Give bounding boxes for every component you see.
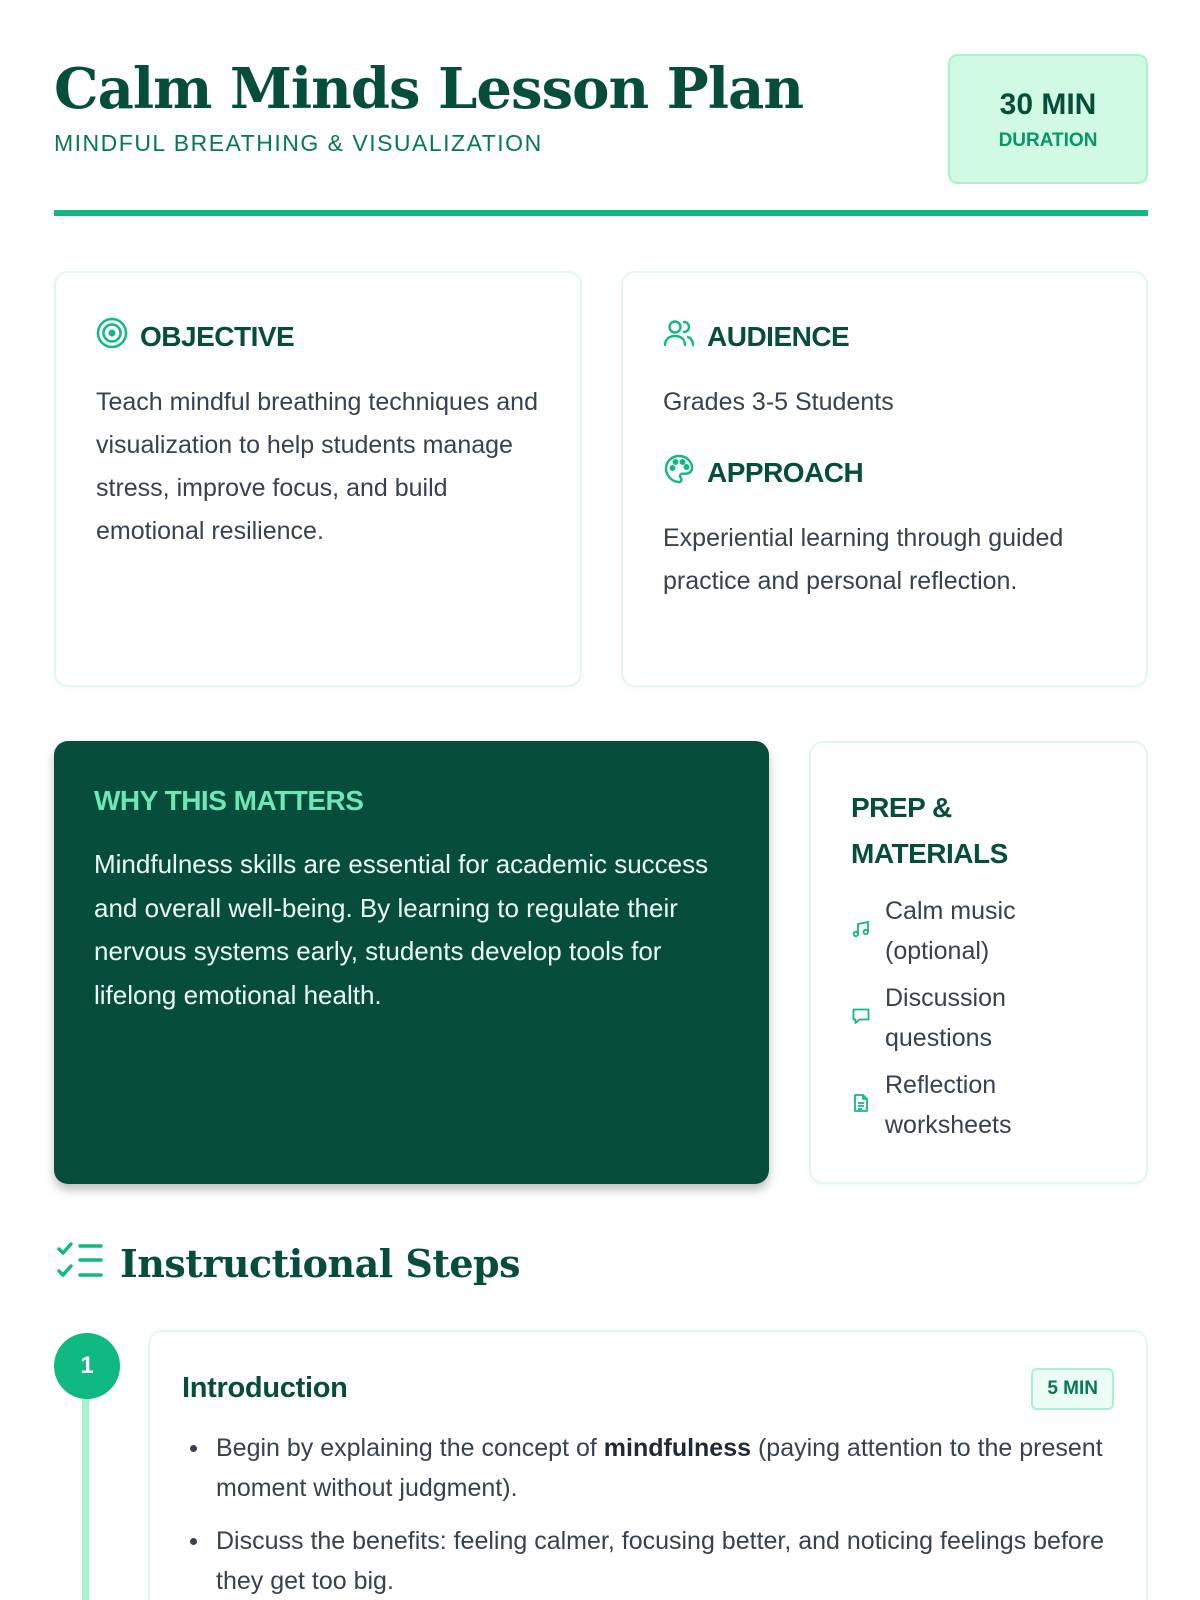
step-card [148, 1330, 1148, 1600]
audience-heading [663, 317, 849, 356]
target-icon [96, 317, 128, 356]
page-title: Calm Minds Lesson Plan [54, 56, 804, 122]
material-label: Reflection worksheets [885, 1071, 1012, 1139]
duration-badge [948, 54, 1148, 184]
objective-card [54, 271, 582, 687]
why-heading: WHY THIS MATTERS [94, 785, 364, 816]
step-bullet [216, 1428, 1106, 1508]
step-number: 1 [54, 1333, 120, 1399]
material-label: Calm music (optional) [885, 897, 1016, 965]
approach-heading [663, 453, 863, 492]
chat-bubble-icon [851, 1006, 871, 1031]
why-text: Mindfulness skills are essential for academic success and overall well-being. By learning to regulate their nervous systems early, students develop tools for lifelong emotional health. [94, 849, 709, 1010]
objective-heading [96, 317, 294, 356]
step-bullet-emphasis: mindfulness [603, 1434, 752, 1462]
step-bullet-text: Discuss the benefits: feeling calmer, focusing better, and noticing feelings before they get too big. [216, 1527, 1105, 1595]
palette-icon [663, 453, 695, 492]
objective-text: Teach mindful breathing techniques and visualization to help students manage stress, improve focus, and build emotional resilience. [96, 388, 538, 545]
objective-heading-label: OBJECTIVE [140, 320, 295, 352]
document-icon [851, 1093, 871, 1118]
audience-text: Grades 3-5 Students [663, 388, 894, 416]
step-bullet-list [216, 1428, 1106, 1600]
audience-heading-label: AUDIENCE [707, 320, 850, 352]
material-item [851, 978, 1055, 1058]
step-duration-badge: 5 MIN [1031, 1368, 1114, 1410]
steps-section-heading [56, 1240, 520, 1287]
material-item [851, 1065, 1055, 1145]
material-item [851, 891, 1055, 971]
music-note-icon [851, 919, 871, 944]
step-bullet-text: Begin by explaining the concept of [216, 1434, 604, 1462]
why-this-matters-panel [54, 741, 769, 1184]
users-icon [663, 317, 695, 356]
lesson-header [54, 50, 1148, 218]
approach-heading-label: APPROACH [707, 456, 864, 488]
prep-heading: PREP & MATERIALS [851, 792, 1008, 869]
prep-materials-card [809, 741, 1148, 1184]
header-divider [54, 210, 1148, 216]
page-subtitle: MINDFUL BREATHING & VISUALIZATION [54, 130, 543, 156]
duration-value: 30 MIN [999, 88, 1097, 121]
approach-text: Experiential learning through guided practice and personal reflection. [663, 524, 1064, 595]
duration-label: DURATION [998, 130, 1098, 151]
audience-approach-card [621, 271, 1148, 687]
checklist-icon [56, 1240, 104, 1287]
steps-title: Instructional Steps [120, 1241, 521, 1286]
step-bullet-text: (paying attention to the present moment without judgment). [216, 1434, 1103, 1502]
step-title: Introduction [182, 1372, 348, 1404]
material-label: Discussion questions [885, 984, 1006, 1052]
step-bullet [216, 1521, 1106, 1600]
